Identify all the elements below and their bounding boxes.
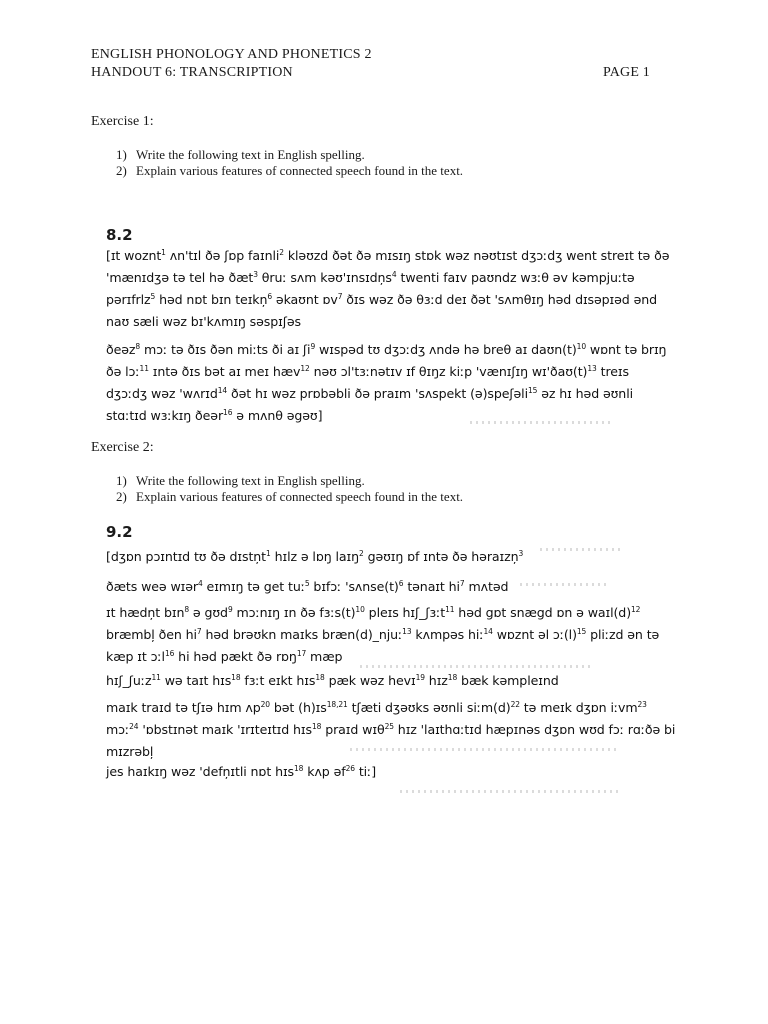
transcription-paragraph — [106, 576, 651, 598]
transcription-line: ɪt hædņt bɪn$^8$ ə gʊd$^9$ mɔːnɪŋ ɪn ðə $fɜːs(t)^{10}$ pleɪs hɪʃ_ʃɜːt$^{11}$ həd gɒt snægd ɒn ə $waɪl(d)^{12}$ — [106, 605, 641, 620]
exercise-2-title: Exercise 2: — [91, 440, 154, 455]
instruction-item: 2) Explain various features of connected speech found in the text. — [116, 489, 464, 504]
transcription-paragraph — [106, 602, 660, 668]
transcription-line: kæp ɪt ɔːl$^{16}$ hi həd pækt ðə rɒŋ$^{17}$ mæp — [106, 649, 343, 664]
transcription-line: naʊ sæli wəz bɪ'kʌmɪŋ səspɪʃəs — [106, 314, 301, 329]
instruction-item: 1) Write the following text in English spelling. — [116, 473, 365, 488]
scan-smudge — [520, 583, 610, 586]
transcription-line: jes haɪkɪŋ wəz 'defņɪtli nɒt hɪs$^{18}$ kʌp əf$^{26}$ tiː] — [106, 764, 377, 779]
transcription-line: maɪk traɪd tə tʃɪə hɪm ʌp$^{20}$ bət (h)ɪs$^{18,21}$ tʃæti dʒəʊks əʊnli $siːm(d)^{22}$ tə meɪk dʒɒn iːvm$^{23}$ — [106, 700, 647, 715]
transcription-line: ðæts weə wɪər$^4$ eɪmɪŋ tə get tuː$^5$ bɪfɔː '$sʌnse(t)^6$ tənaɪt $hi^7$ mʌtəd — [106, 579, 509, 594]
transcription-paragraph — [106, 339, 667, 427]
handout-title: HANDOUT 6: TRANSCRIPTION — [91, 65, 293, 80]
section-number: 8.2 — [106, 226, 133, 244]
exercise-1-instructions — [116, 147, 463, 179]
transcription-line: stɑːtɪd wɜːkɪŋ ðeər$^{16}$ ə mʌnθ əgəʊ] — [106, 408, 323, 423]
transcription-line: 'mænɪdʒə tə tel hə ðæt$^3$ θruː sʌm kəʊ'ɪnsɪdņs$^4$ twenti faɪv paʊndz wɜːθ əv kəmpjuːtə — [106, 270, 635, 285]
transcription-paragraph — [106, 697, 676, 763]
scan-smudge — [400, 790, 620, 793]
instruction-item: 1) Write the following text in English spelling. — [116, 147, 365, 162]
course-title: ENGLISH PHONOLOGY AND PHONETICS 2 — [91, 47, 372, 62]
transcription-line: dʒɔːdʒ wəz 'wʌrɪd$^{14}$ ðət hɪ wəz prɒbəbli ðə praɪm 'sʌspekt (ə)speʃəli$^{15}$ əz hɪ həd əʊnli — [106, 386, 633, 401]
instruction-item: 2) Explain various features of connected speech found in the text. — [116, 163, 464, 178]
transcription-paragraph — [106, 761, 651, 783]
transcription-paragraph — [106, 245, 670, 333]
transcription-line: hɪʃ_ʃuːz$^{11}$ wə taɪt hɪs$^{18}$ fɜːt eɪkt hɪs$^{18}$ pæk wəz hevɪ$^{19}$ hɪz$^{18}$ bæk kəmpleɪnd — [106, 673, 559, 688]
transcription-line: mɔː$^{24}$ 'ɒbstɪnət maɪk 'ɪrɪteɪtɪd hɪs$^{18}$ praɪd wɪθ$^{25}$ hɪz 'laɪthɑːtɪd hæpɪnəs dʒɒn wʊd fɔː rɑːðə bi — [106, 722, 676, 737]
transcription-line: ðə lɔː$^{11}$ ɪntə ðɪs bət aɪ meɪ hæv$^{12}$ nəʊ ɔl'tɜːnətɪv ɪf θɪŋz kiːp 'vænɪʃɪŋ $wɪ'ðaʊ(t)^{13}$ treɪs — [106, 364, 629, 379]
scan-smudge — [360, 665, 590, 668]
transcription-line: mɪzrəbļ — [106, 744, 154, 759]
scan-smudge — [470, 421, 610, 424]
exercise-1-title: Exercise 1: — [91, 114, 154, 129]
scan-smudge — [540, 548, 620, 551]
transcription-line: [dʒɒn pɔɪntɪd tʊ ðə dɪstņt$^1$ hɪlz ə lɒŋ laɪŋ$^2$ gəʊɪŋ ɒf ɪntə ðə həraɪzņ$^3$ — [106, 549, 524, 564]
transcription-line: bræmbļ ðen $hi^7$ həd brəʊkn maɪks bræn(d)_njuː$^{13}$ kʌmpəs hiː$^{14}$ wɒznt əl $ɔː(l)^{15}$ pliːzd ən tə — [106, 627, 660, 642]
transcription-line: [ɪt woznt$^1$ ʌn'tɪl ðə ʃɒp faɪnli$^2$ kləʊzd ðət ðə mɪsɪŋ stɒk wəz nəʊtɪst dʒɔːdʒ went streɪt tə ðə — [106, 248, 670, 263]
scan-smudge — [350, 748, 620, 751]
section-number: 9.2 — [106, 523, 133, 541]
transcription-paragraph — [106, 670, 651, 692]
page-number: PAGE 1 — [603, 65, 650, 80]
transcription-line: pərɪfrlz$^5$ həd nɒt bɪn teɪkņ$^6$ əkaʊnt ɒv$^7$ ðɪs wəz ðə θɜːd deɪ ðət 'sʌmθɪŋ həd dɪsəpɪəd ənd — [106, 292, 658, 307]
transcription-line: ðeəz$^8$ mɔː tə ðɪs ðən miːts ði aɪ ʃi$^9$ wɪspəd tʊ dʒɔːdʒ ʌndə hə breθ aɪ $daʊn(t)^{10}$ wɒnt tə brɪŋ — [106, 342, 667, 357]
exercise-2-instructions — [116, 473, 463, 505]
